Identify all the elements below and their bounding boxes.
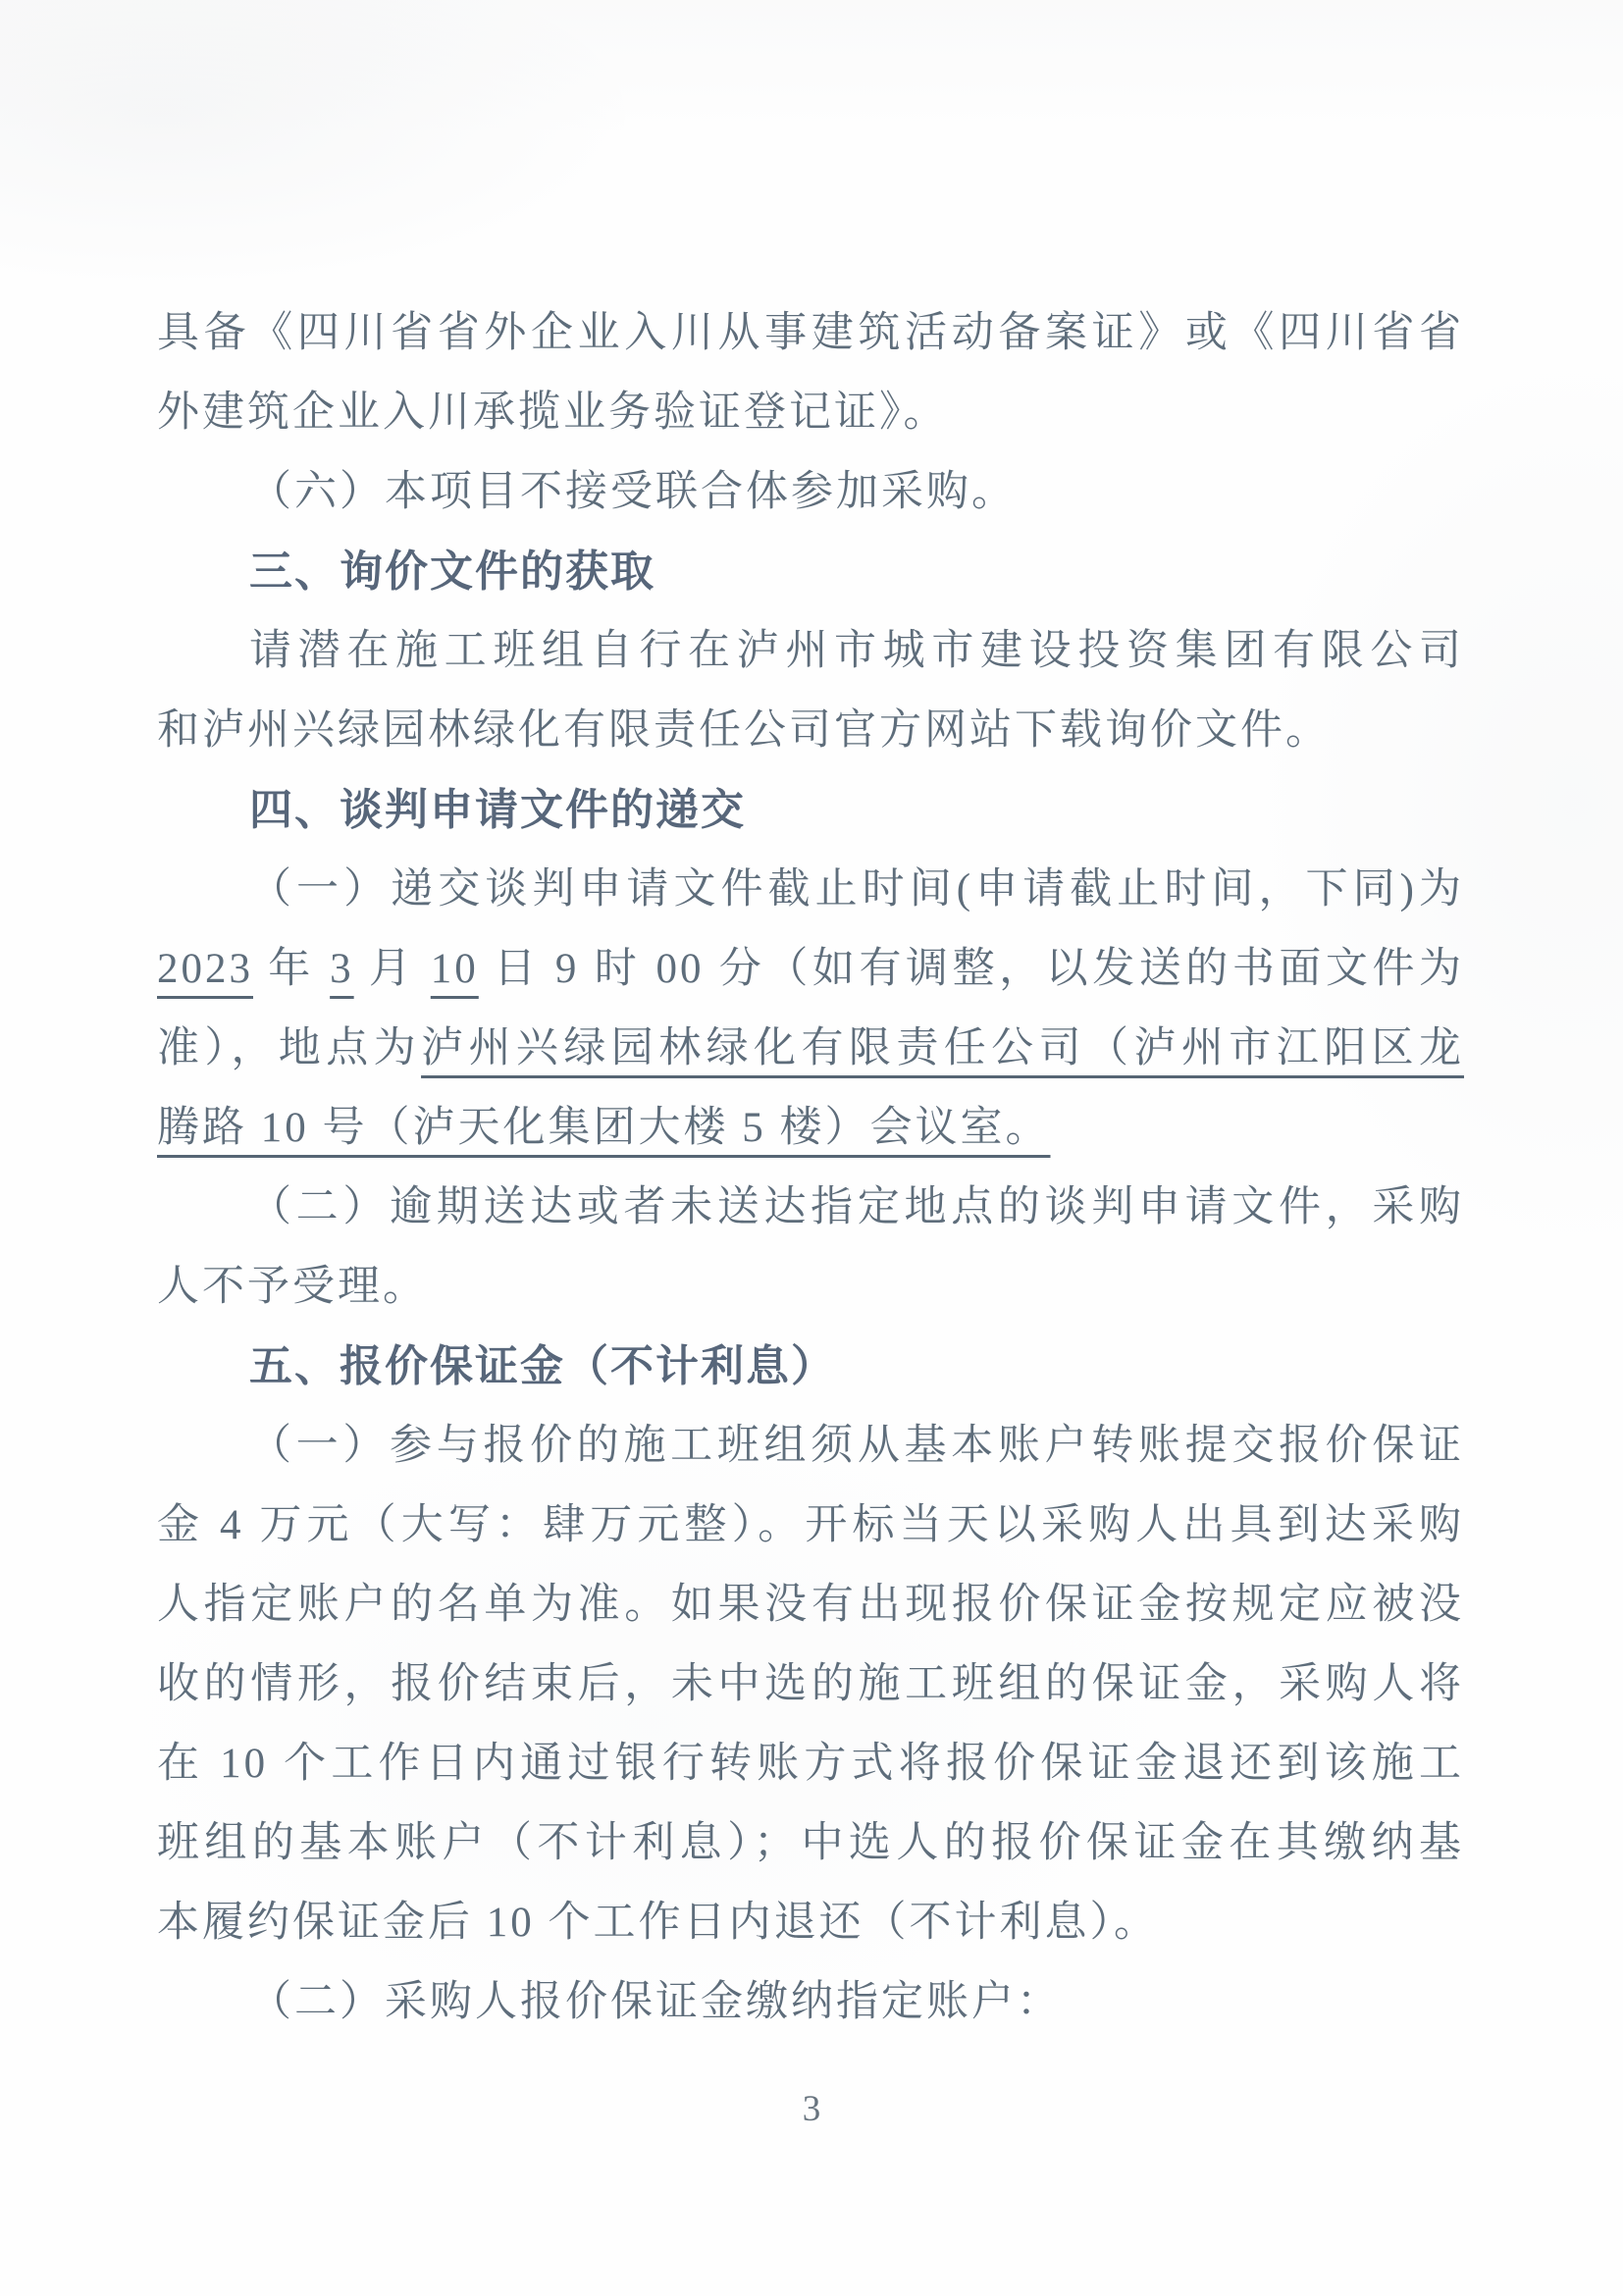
section-heading [157, 532, 1464, 611]
text-segment: 准），地点为 [157, 1025, 422, 1071]
underlined-text: 2023 [157, 946, 253, 992]
text-segment: 和泸州兴绿园林绿化有限责任公司官方网站下载询价文件。 [157, 707, 1331, 754]
text-line [157, 1486, 1464, 1565]
text-segment: 月 [353, 946, 431, 992]
text-line [157, 1247, 1464, 1327]
text-segment: （一）参与报价的施工班组须从基本账户转账提交报价保证 [249, 1423, 1464, 1469]
section-heading [157, 770, 1464, 850]
text-segment: 请潜在施工班组自行在泸州市城市建设投资集团有限公司 [249, 628, 1464, 674]
text-line [157, 611, 1464, 691]
text-line [157, 850, 1464, 929]
text-line [157, 929, 1464, 1009]
text-line [157, 373, 1464, 452]
text-line [157, 293, 1464, 373]
underlined-text: 腾路 10 号（泸天化集团大楼 5 楼）会议室。 [157, 1105, 1051, 1151]
text-line [157, 1565, 1464, 1644]
text-line [157, 1724, 1464, 1803]
text-segment: 外建筑企业入川承揽业务验证登记证》。 [157, 390, 949, 436]
text-line [157, 691, 1464, 770]
underlined-text: 10 [430, 946, 479, 992]
text-segment: 日 9 时 00 分（如有调整，以发送的书面文件为 [478, 946, 1465, 992]
page-number: 3 [802, 2089, 821, 2129]
document-body [157, 293, 1464, 2042]
text-segment: （二）逾期送达或者未送达指定地点的谈判申请文件，采购 [249, 1184, 1464, 1230]
text-line [157, 1883, 1464, 1962]
text-line [157, 1962, 1464, 2042]
text-segment: 金 4 万元（大写：肆万元整）。开标当天以采购人出具到达采购 [157, 1502, 1464, 1548]
underlined-text: 泸州兴绿园林绿化有限责任公司（泸州市江阳区龙 [421, 1025, 1465, 1071]
text-line [157, 1644, 1464, 1724]
text-line [157, 1168, 1464, 1247]
text-line [157, 1406, 1464, 1486]
text-segment: 年 [253, 946, 331, 992]
text-segment: 四、谈判申请文件的递交 [249, 786, 746, 834]
text-segment: 收的情形，报价结束后，未中选的施工班组的保证金，采购人将 [157, 1661, 1464, 1707]
text-segment: 五、报价保证金（不计利息） [249, 1342, 836, 1390]
text-line [157, 1803, 1464, 1883]
text-segment: （六）本项目不接受联合体参加采购。 [249, 469, 1017, 515]
text-segment: 具备《四川省省外企业入川从事建筑活动备案证》或《四川省省 [157, 310, 1464, 356]
text-segment: （一）递交谈判申请文件截止时间(申请截止时间，下同)为 [249, 866, 1464, 913]
text-segment: 三、询价文件的获取 [249, 548, 655, 596]
text-line [157, 1088, 1464, 1168]
section-heading [157, 1327, 1464, 1406]
text-segment: 在 10 个工作日内通过银行转账方式将报价保证金退还到该施工 [157, 1741, 1464, 1787]
text-segment: 人不予受理。 [157, 1264, 428, 1310]
text-segment: 人指定账户的名单为准。如果没有出现报价保证金按规定应被没 [157, 1582, 1464, 1628]
underlined-text: 3 [330, 946, 354, 992]
text-segment: 本履约保证金后 10 个工作日内退还（不计利息）。 [157, 1900, 1159, 1946]
text-segment: （二）采购人报价保证金缴纳指定账户： [249, 1979, 1062, 2025]
text-segment: 班组的基本账户（不计利息）；中选人的报价保证金在其缴纳基 [157, 1820, 1464, 1866]
text-line [157, 1009, 1464, 1088]
text-line [157, 452, 1464, 532]
